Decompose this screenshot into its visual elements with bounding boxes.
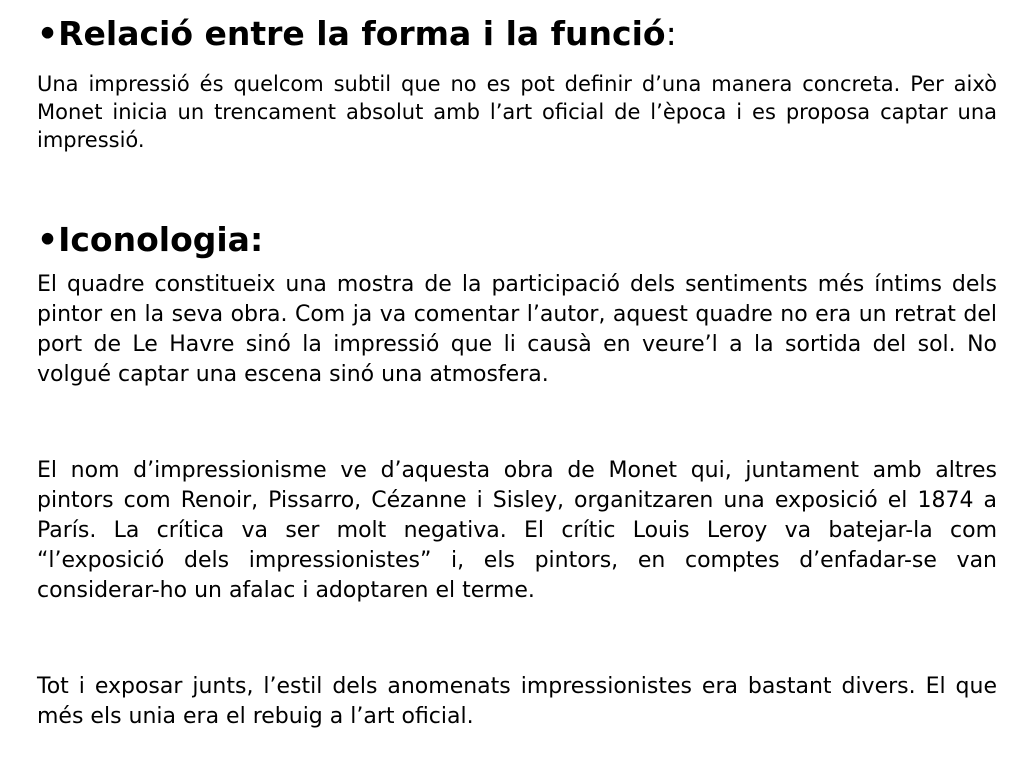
paragraph: El nom d’impressionisme ve d’aquesta obra de Monet qui, juntament amb altres pintors com Renoir, Pissarro, Cézanne i Sisley, organitzaren una exposició el 1874 a París. La crítica va ser molt negativa. El crític Louis Leroy va batejar-la com “l’exposició dels impressionistes” i, els pintors, en comptes d’enfadar-se van considerar-ho un afalac i adoptaren el terme.	[37, 458, 997, 603]
heading-colon: :	[249, 220, 264, 259]
section-iconologia-body-1	[37, 270, 997, 390]
paragraph: El quadre constitueix una mostra de la participació dels sentiments més íntims dels pintor en la seva obra. Com ja va comentar l’autor, aquest quadre no era un retrat del port de Le Havre sinó la impressió que li causà en veure’l a la sortida del sol. No volgué captar una escena sinó una atmosfera.	[37, 272, 997, 387]
section-forma-funcio-body	[37, 70, 997, 154]
heading-colon: :	[665, 14, 677, 53]
section-heading	[37, 14, 997, 54]
section-forma-funcio	[37, 14, 997, 54]
section-iconologia-body-3	[37, 672, 997, 732]
paragraph: Una impressió és quelcom subtil que no es pot definir d’una manera concreta. Per això Monet inicia un trencament absolut amb l’art oficial de l’època i es proposa captar una impressió.	[37, 72, 997, 152]
bullet-icon: •	[37, 220, 59, 259]
bullet-icon: •	[37, 14, 59, 53]
section-heading	[37, 220, 997, 260]
heading-text: Iconologia	[58, 220, 250, 259]
section-iconologia-body-2	[37, 456, 997, 606]
section-iconologia	[37, 220, 997, 260]
heading-text: Relació entre la forma i la funció	[58, 14, 666, 53]
paragraph: Tot i exposar junts, l’estil dels anomenats impressionistes era bastant divers. El que més els unia era el rebuig a l’art oficial.	[37, 674, 997, 729]
